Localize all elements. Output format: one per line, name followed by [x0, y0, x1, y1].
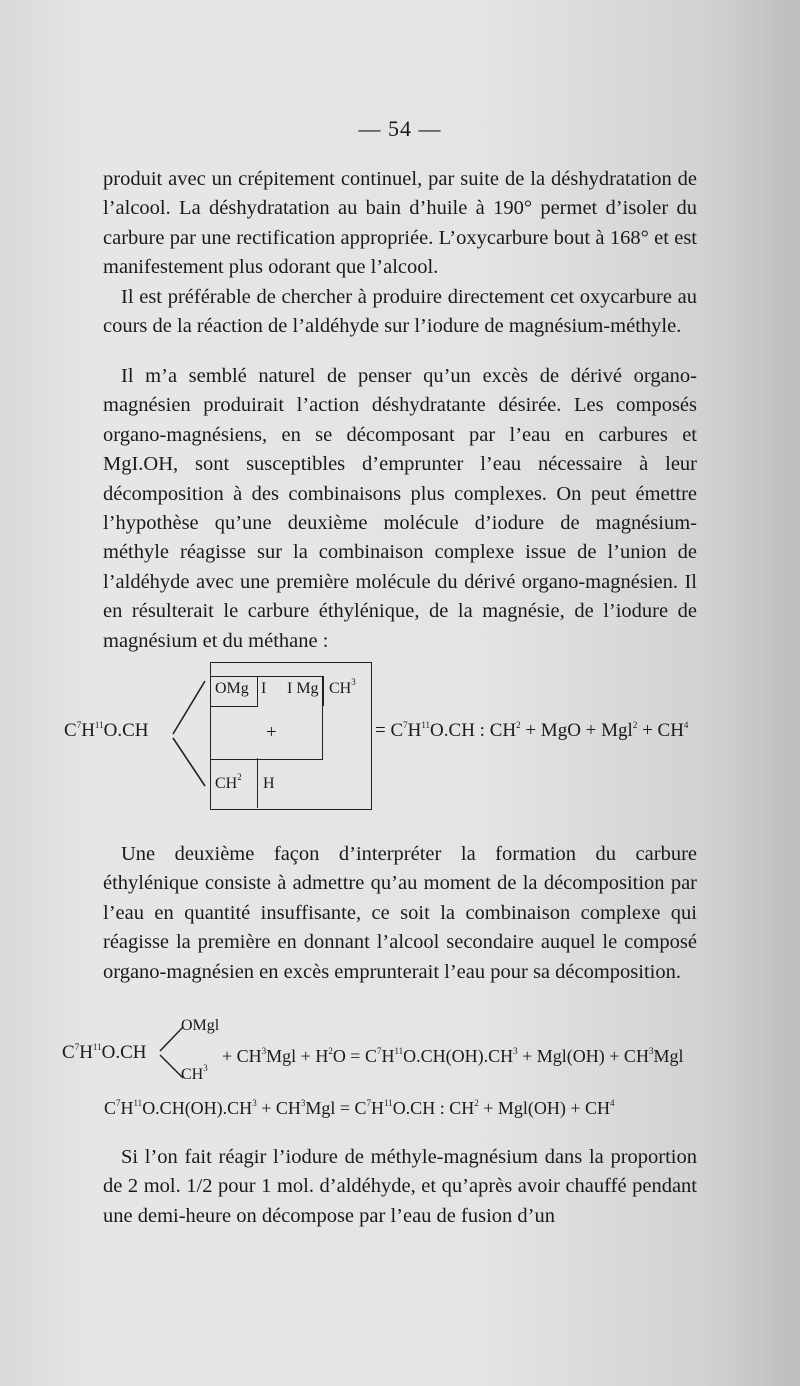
eq2-rest: + $CH^3Mgl + H^2O = C^7H^{11}O.CH(OH).CH^3 + Mgl(OH) + CH^3Mgl$	[222, 1046, 684, 1066]
paragraph-1-text: produit avec un crépitement continuel, par suite de la déshydratation de l’alcool. La déshydratation au bain d’huile à 190° permet d’isoler du carbure par une rectification appropriée. L’oxycarbure bout à 168° et est manifestement plus odorant que l’alcool.	[103, 168, 697, 279]
eq1-h: H	[263, 775, 275, 792]
eq1-ch2: $CH^2$	[215, 772, 242, 792]
paragraph-2	[103, 283, 697, 342]
paragraph-5-text: Si l’on fait réagir l’iodure de méthyle-magnésium dans la proportion de 2 mol. 1/2 pour 1 mol. d’aldéhyde, et qu’après avoir chauffé pendant une demi-heure on décompose par l’eau de fusion d’un	[103, 1146, 697, 1227]
paragraph-2-text: Il est préférable de chercher à produire directement cet oxycarbure au cours de la réaction de l’aldéhyde sur l’iodure de magnésium-méthyle.	[103, 286, 697, 338]
eq2-ch3: $CH^3$	[181, 1063, 208, 1083]
paragraph-4-text: Une deuxième façon d’interpréter la formation du carbure éthylénique consiste à admettre qu’au moment de la décomposition par l’eau en quantité insuffisante, ce soit la combinaison complexe qui réagisse la première en donnant l’alcool secondaire auquel le composé organo-magnésien en excès emprunterait l’eau pour sa décomposition.	[103, 843, 697, 983]
eq1-plus: +	[266, 722, 277, 743]
equation-3: $C^7H^{11}O.CH(OH).CH^3 + CH^3Mgl = C^7H^{11}O.CH$ : $CH^2 + Mgl(OH) + CH^4$	[104, 1098, 615, 1118]
eq1-lhs: $C^7H^{11}O.CH$	[64, 720, 149, 741]
underline-omg	[210, 706, 258, 707]
eq2-lhs: $C^7H^{11}O.CH$	[62, 1042, 147, 1063]
separator-mg-ch3	[323, 676, 324, 706]
paragraph-4	[103, 840, 697, 987]
eq1-omg: OMg	[215, 680, 249, 697]
page-number: — 54 —	[358, 116, 442, 141]
eq1-rhs: = $C^7H^{11}O.CH$ : $CH^2$ + MgO + $Mgl^2 + CH^4$	[375, 720, 689, 741]
paragraph-5	[103, 1143, 697, 1231]
paragraph-3	[103, 362, 697, 656]
eq1-img: I Mg	[287, 680, 319, 697]
eq1-ch3: $CH^3$	[329, 677, 356, 697]
paragraph-1	[103, 165, 697, 283]
paragraph-3-text: Il m’a semblé naturel de penser qu’un excès de dérivé organo-magnésien produirait l’action déshydratante désirée. Les composés organo-magnésiens, en se décomposant par l’eau en carbures et MgI.OH, sont susceptibles d’emprunter l’eau nécessaire à leur décomposition à des combinaisons plus complexes. On peut émettre l’hypothèse qu’une deuxième molécule d’iodure de magnésium-méthyle réagisse sur la combinaison complexe issue de l’union de l’aldéhyde avec une première molécule du dérivé organo-magnésien. Il en résulterait le carbure éthylénique, de la magnésie, de l’iodure de magnésium et du méthane :	[103, 365, 697, 652]
eq1-i: I	[261, 680, 267, 697]
eq2-omgl: OMgl	[181, 1017, 220, 1034]
separator-omg-i	[257, 676, 258, 706]
separator-h	[257, 758, 258, 808]
